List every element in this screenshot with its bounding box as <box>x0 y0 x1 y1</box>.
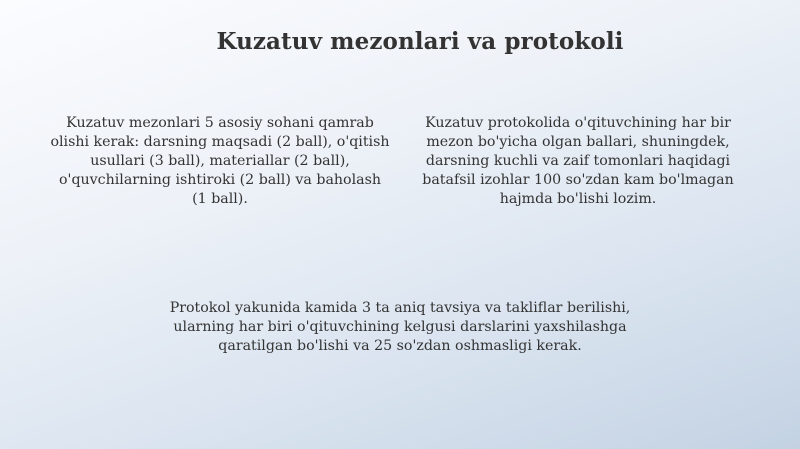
recommendations-paragraph: Protokol yakunida kamida 3 ta aniq tavsiya va takliflar berilishi, ularning har biri o'qituvchining kelgusi darslarini yaxshilashga qaratilgan bo'lishi va 25 so'zdan oshmasligi kerak. <box>169 300 631 354</box>
slide-title: Kuzatuv mezonlari va protokoli <box>216 28 624 55</box>
criteria-paragraph: Kuzatuv mezonlari 5 asosiy sohani qamrab olishi kerak: darsning maqsadi (2 ball), o'qitish usullari (3 ball), materiallar (2 ball), o'quvchilarning ishtiroki (2 ball) va baholash (1 ball). <box>50 115 390 207</box>
protocol-paragraph: Kuzatuv protokolida o'qituvchining har bir mezon bo'yicha olgan ballari, shuningdek, darsning kuchli va zaif tomonlari haqidagi batafsil izohlar 100 so'zdan kam bo'lmagan hajmda bo'lishi lozim. <box>422 115 734 207</box>
